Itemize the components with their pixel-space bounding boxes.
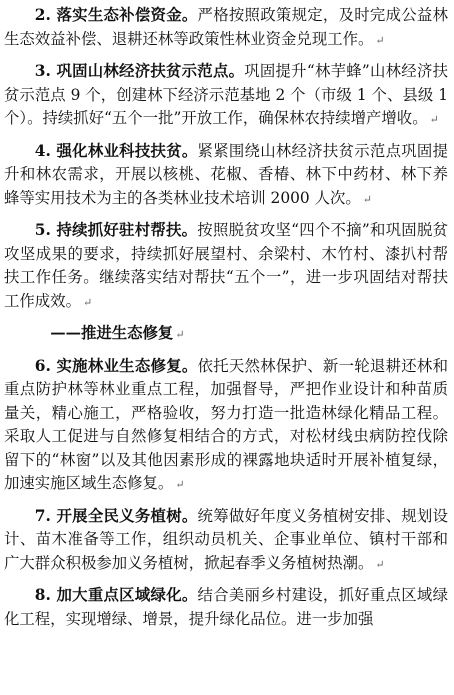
paragraph-mark-icon: ↵ — [362, 192, 372, 206]
paragraph-body: 依托天然林保护、新一轮退耕还林和重点防护林等林业重点工程，加强督导，严把作业设计和种苗质量关，精心施工，严格验收，努力打造一批造林绿化精品工程。采取人工促进与自然修复相结合的方式，对松材线虫病防控伐除留下的“林窗”以及其他因素形成的裸露地块适时开展补植复绿，加速实施区域生态修复。 — [4, 356, 448, 492]
paragraph-forest-economy-demo — [4, 60, 448, 132]
paragraph-body: 严格按照政策规定，及时完成公益林生态效益补偿、退耕还林等政策性林业资金兑现工作。 — [4, 6, 448, 48]
paragraph-tree-planting — [4, 505, 448, 577]
paragraph-heading: 4. 强化林业科技扶贫。 — [34, 141, 198, 160]
paragraph-body: 巩固提升“林芋蜂”山林经济扶贫示范点 9 个，创建林下经济示范基地 2 个（市级 1 个、县级 1 个）。持续抓好“五个一批”开放工作，确保林农持续增产增收。 — [4, 62, 448, 127]
paragraph-forestry-tech — [4, 140, 448, 212]
paragraph-mark-icon: ↵ — [175, 328, 185, 341]
paragraph-village-assistance — [4, 219, 448, 314]
paragraph-body: 按照脱贫攻坚“四个不摘”和巩固脱贫攻坚成果的要求，持续抓好展望村、余梁村、木竹村、漆扒村帮扶工作任务。继续落实结对帮扶“五个一”，进一步巩固结对帮扶工作成效。 — [4, 221, 448, 310]
paragraph-body: 统筹做好年度义务植树安排、规划设计、苗木准备等工作，组织动员机关、企事业单位、镇村干部和广大群众积极参加义务植树，掀起春季义务植树热潮。 — [4, 506, 448, 572]
paragraph-mark-icon: ↵ — [175, 478, 185, 491]
paragraph-heading: 7. 开展全民义务植树。 — [34, 506, 198, 525]
section-heading-ecological-restoration — [4, 322, 448, 347]
paragraph-mark-icon: ↵ — [375, 33, 385, 47]
paragraph-body: 紧紧围绕山林经济扶贫示范点巩固提升和林农需求，开展以核桃、花椒、香椿、林下中药材、林下养蜂等实用技术为主的各类林业技术培训 2000 人次。 — [4, 141, 448, 207]
paragraph-forestry-restoration — [4, 355, 448, 497]
paragraph-mark-icon: ↵ — [82, 295, 93, 309]
section-heading: ——推进生态修复 — [50, 324, 174, 342]
paragraph-heading: 8. 加大重点区域绿化。 — [34, 586, 198, 604]
paragraph-key-area-greening — [4, 584, 448, 632]
paragraph-body: 结合美丽乡村建设，抓好重点区域绿化工程，实现增绿、增景，提升绿化品位。进一步加强 — [4, 586, 448, 628]
paragraph-heading: 6. 实施林业生态修复。 — [34, 356, 198, 375]
paragraph-heading: 3. 巩固山林经济扶贫示范点。 — [34, 62, 245, 80]
paragraph-ecological-compensation — [4, 4, 448, 52]
paragraph-heading: 2. 落实生态补偿资金。 — [34, 6, 198, 24]
paragraph-heading: 5. 持续抓好驻村帮扶。 — [34, 221, 198, 239]
paragraph-mark-icon: ↵ — [375, 557, 385, 571]
paragraph-mark-icon: ↵ — [429, 113, 439, 126]
